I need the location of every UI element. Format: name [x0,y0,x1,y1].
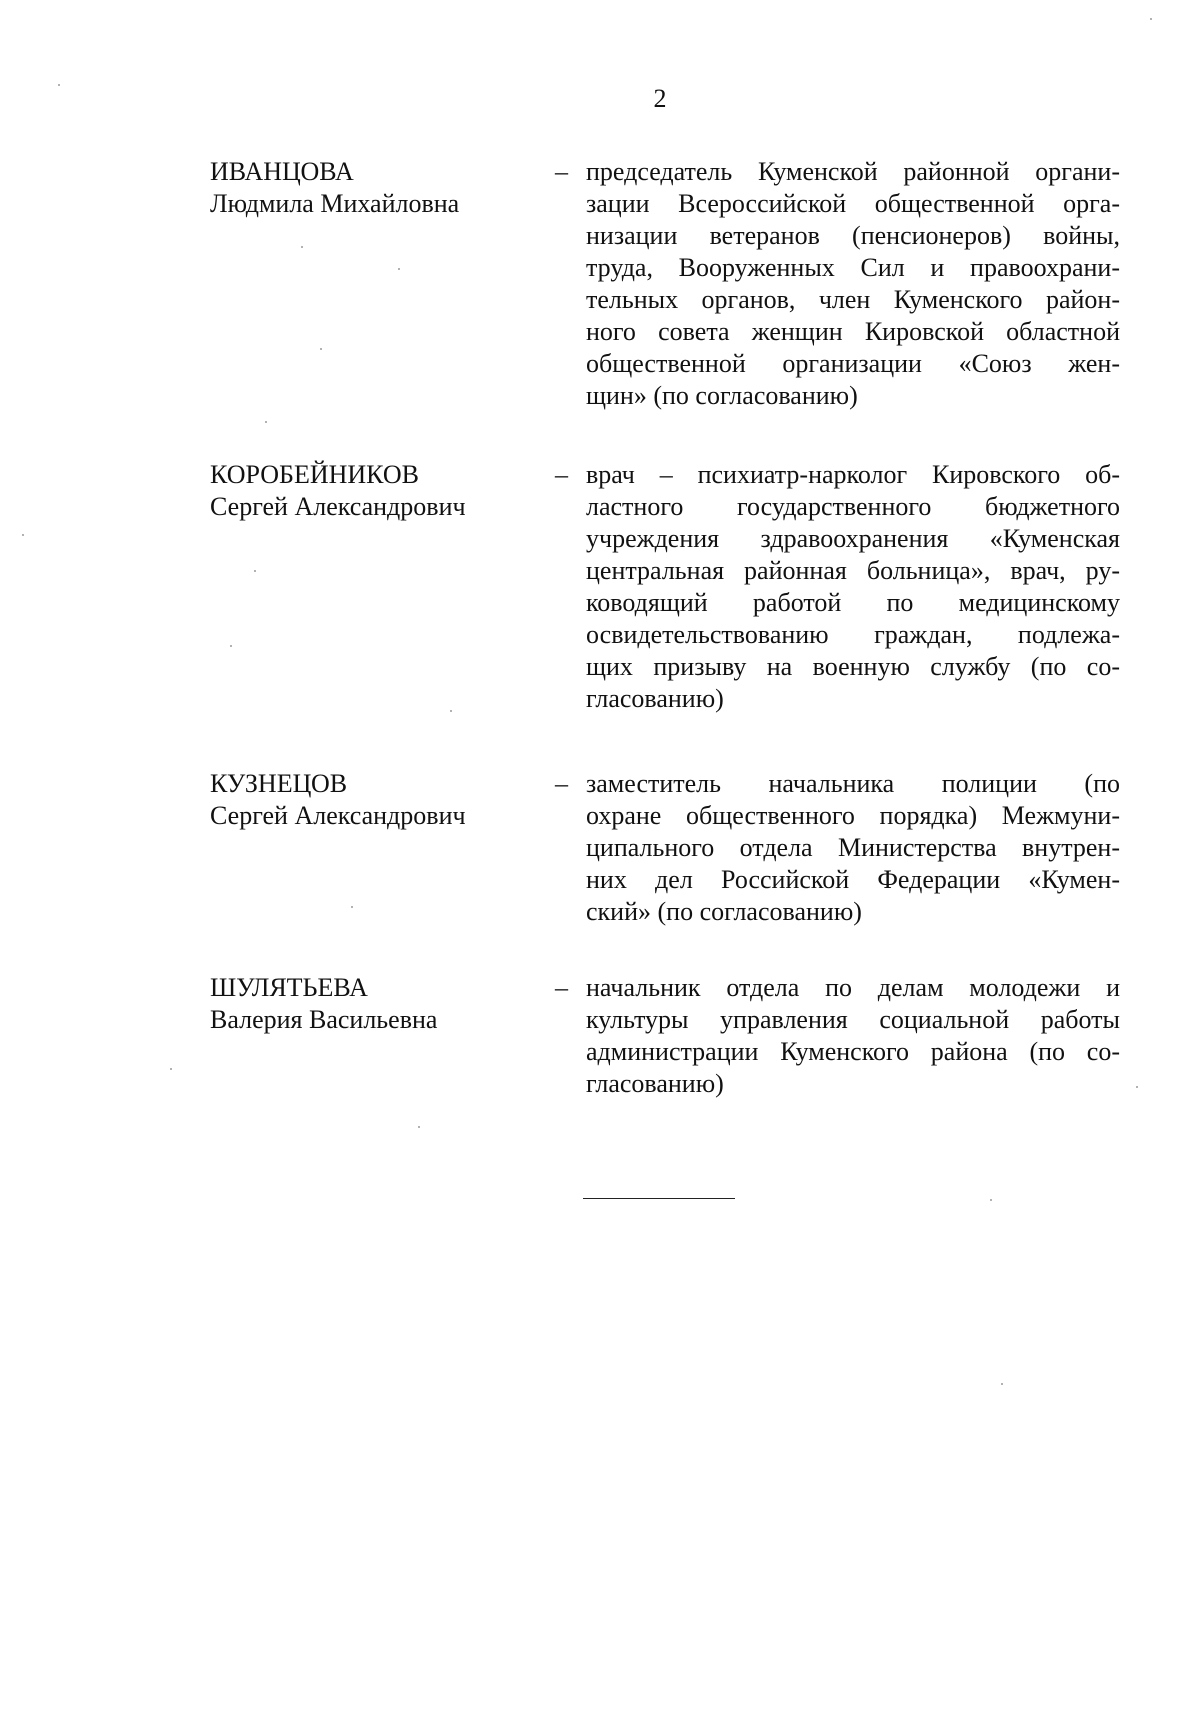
role-line: администрации Куменского района (по со- [586,1037,1120,1066]
member-role [586,156,1120,412]
role-line: председатель Куменской районной органи- [586,157,1120,186]
role-line: ного совета женщин Кировской областной [586,317,1120,346]
scan-speck [230,645,232,647]
member-surname: КОРОБЕЙНИКОВ [210,460,419,489]
member-name [210,768,530,832]
member-name [210,156,530,220]
role-line: них дел Российской Федерации «Кумен- [586,865,1120,894]
role-line: освидетельствованию граждан, подлежа- [586,620,1120,649]
scan-speck [1150,18,1152,20]
role-line: тельных органов, член Куменского район- [586,285,1120,314]
scan-speck [450,710,452,712]
scan-speck [1136,1086,1138,1088]
member-name [210,459,530,523]
scan-speck [265,421,267,423]
scan-speck [170,1068,172,1070]
role-line: щих призыву на военную службу (по со- [586,652,1120,681]
scan-speck [58,84,60,86]
scan-speck [398,268,400,270]
member-given-names: Сергей Александрович [210,801,466,830]
scan-speck [990,1199,992,1201]
member-surname: ШУЛЯТЬЕВА [210,973,368,1002]
separator-dash: – [555,157,568,186]
role-line: гласованию) [586,1069,724,1098]
role-line: заместитель начальника полиции (по [586,769,1120,798]
role-line: ципального отдела Министерства внутрен- [586,833,1120,862]
member-given-names: Валерия Васильевна [210,1005,438,1034]
separator-dash: – [555,460,568,489]
scan-speck [254,570,256,572]
separator-dash: – [555,973,568,1002]
role-line: начальник отдела по делам молодежи и [586,973,1120,1002]
scan-speck [351,906,353,908]
member-surname: ИВАНЦОВА [210,157,354,186]
role-line: центральная районная больница», врач, ру- [586,556,1120,585]
member-surname: КУЗНЕЦОВ [210,769,348,798]
scan-speck [418,1126,420,1128]
page-number: 2 [653,84,667,113]
member-role [586,972,1120,1100]
role-line: общественной организации «Союз жен- [586,349,1120,378]
scan-speck [301,246,303,248]
end-of-list-rule [583,1198,735,1199]
scan-speck [22,534,24,536]
role-line: низации ветеранов (пенсионеров) войны, [586,221,1120,250]
scan-speck [320,348,322,350]
role-line: охране общественного порядка) Межмуни- [586,801,1120,830]
separator-dash: – [555,769,568,798]
role-line: зации Всероссийской общественной орга- [586,189,1120,218]
role-line: культуры управления социальной работы [586,1005,1120,1034]
role-line: ский» (по согласованию) [586,897,862,926]
role-line: ководящий работой по медицинскому [586,588,1120,617]
role-line: труда, Вооруженных Сил и правоохрани- [586,253,1120,282]
scan-speck [1001,1383,1003,1385]
role-line: учреждения здравоохранения «Куменская [586,524,1120,553]
member-role [586,459,1120,715]
role-line: врач – психиатр-нарколог Кировского об- [586,460,1120,489]
member-role [586,768,1120,928]
role-line: гласованию) [586,684,724,713]
role-line: ластного государственного бюджетного [586,492,1120,521]
member-given-names: Людмила Михайловна [210,189,460,218]
role-line: щин» (по согласованию) [586,381,858,410]
member-given-names: Сергей Александрович [210,492,466,521]
member-name [210,972,530,1036]
